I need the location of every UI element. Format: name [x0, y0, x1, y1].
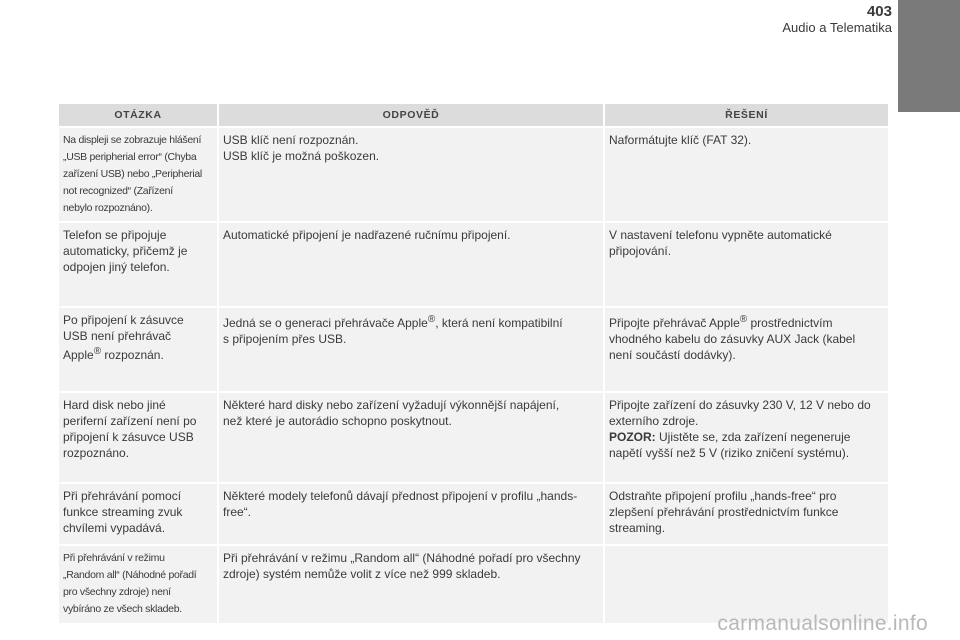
page-number: 403: [866, 3, 892, 20]
solution-line: připojování.: [609, 244, 672, 258]
answer-text-cont: , která není kompatibilní: [435, 316, 563, 330]
solution-text: Připojte přehrávač Apple: [609, 316, 740, 330]
answer-cell: [219, 482, 603, 544]
warning-label: POZOR:: [609, 430, 656, 444]
column-header-answer: ODPOVĚĎ: [219, 104, 603, 126]
table-header-row: [59, 104, 888, 126]
answer-line: free“.: [223, 505, 252, 519]
answer-cell: [219, 544, 603, 623]
table-row: [59, 482, 888, 544]
answer-cell: [219, 391, 603, 482]
registered-mark: ®: [739, 314, 748, 325]
question-line: USB není přehrávač: [63, 329, 172, 343]
question-line: chvílemi vypadává.: [63, 521, 166, 535]
question-text-end: rozpoznán.: [104, 348, 164, 362]
section-title: Audio a Telematika: [782, 20, 892, 35]
question-line: Telefon se připojuje: [63, 228, 167, 242]
solution-cell: [605, 391, 888, 482]
question-line: [63, 344, 213, 363]
solution-line: Naformátujte klíč (FAT 32).: [609, 133, 752, 147]
question-line: funkce streaming zvuk: [63, 505, 183, 519]
solution-line: V nastavení telefonu vypněte automatické: [609, 228, 832, 242]
solution-line: napětí vyšší než 5 V (riziko zničení systému).: [609, 446, 850, 460]
answer-line: zdroje) systém nemůže volit z více než 999 skladeb.: [223, 567, 501, 581]
solution-cell: [605, 482, 888, 544]
solution-line: zlepšení přehrávání prostřednictvím funkce: [609, 505, 839, 519]
warning-text: Ujistěte se, zda zařízení negeneruje: [655, 430, 851, 444]
answer-cell: [219, 306, 603, 391]
answer-line: [223, 312, 599, 331]
question-line: not recognized“ (Zařízení: [63, 185, 173, 197]
solution-line: není součástí dodávky).: [609, 348, 736, 362]
column-header-question: OTÁZKA: [59, 104, 217, 126]
solution-cell: [605, 306, 888, 391]
answer-line: s připojením přes USB.: [223, 332, 347, 346]
solution-text-cont: prostřednictvím: [750, 316, 833, 330]
solution-cell: [605, 221, 888, 306]
question-line: Po připojení k zásuvce: [63, 313, 184, 327]
question-line: Na displeji se zobrazuje hlášení: [63, 134, 202, 146]
question-line: Při přehrávání v režimu: [63, 552, 165, 564]
solution-line: vhodného kabelu do zásuvky AUX Jack (kabel: [609, 332, 856, 346]
solution-line: Odstraňte připojení profilu „hands-free“ pro: [609, 489, 837, 503]
watermark: carmanualsonline.info: [717, 612, 928, 635]
solution-line: Připojte zařízení do zásuvky 230 V, 12 V nebo do: [609, 398, 871, 412]
question-line: odpojen jiný telefon.: [63, 260, 170, 274]
table-row: [59, 391, 888, 482]
registered-mark: ®: [427, 314, 436, 325]
question-line: „Random all“ (Náhodné pořadí: [63, 569, 197, 581]
answer-line: Při přehrávání v režimu „Random all“ (Náhodné pořadí pro všechny: [223, 551, 581, 565]
answer-cell: [219, 126, 603, 221]
answer-line: USB klíč není rozpoznán.: [223, 133, 359, 147]
table-row: [59, 306, 888, 391]
question-line: „USB peripherial error“ (Chyba: [63, 151, 197, 163]
answer-cell: [219, 221, 603, 306]
question-cell: [59, 482, 217, 544]
chapter-tab: [898, 0, 960, 112]
answer-line: Některé modely telefonů dávají přednost připojení v profilu „hands-: [223, 489, 578, 503]
question-cell: [59, 544, 217, 623]
registered-mark: ®: [93, 346, 102, 357]
column-header-solution: ŘEŠENÍ: [605, 104, 888, 126]
question-line: zařízení USB) nebo „Peripherial: [63, 168, 202, 180]
answer-line: USB klíč je možná poškozen.: [223, 149, 380, 163]
question-line: vybíráno ze všech skladeb.: [63, 603, 182, 615]
question-line: Při přehrávání pomocí: [63, 489, 182, 503]
question-line: nebylo rozpoznáno).: [63, 202, 153, 214]
question-line: Hard disk nebo jiné: [63, 398, 166, 412]
question-cell: [59, 391, 217, 482]
answer-text: Jedná se o generaci přehrávače Apple: [223, 316, 428, 330]
question-cell: [59, 126, 217, 221]
table-row: [59, 126, 888, 221]
solution-line: streaming.: [609, 521, 666, 535]
question-line: periferní zařízení není po: [63, 414, 197, 428]
answer-line: Automatické připojení je nadřazené ručnímu připojení.: [223, 228, 511, 242]
faq-table: [57, 104, 890, 623]
question-line: pro všechny zdroje) není: [63, 586, 171, 598]
solution-line: [609, 312, 884, 331]
question-line: připojení k zásuvce USB: [63, 430, 194, 444]
question-cell: [59, 306, 217, 391]
question-line: rozpoznáno.: [63, 446, 130, 460]
answer-line: než které je autorádio schopno poskytnout.: [223, 414, 452, 428]
solution-line: externího zdroje.: [609, 414, 699, 428]
question-cell: [59, 221, 217, 306]
answer-line: Některé hard disky nebo zařízení vyžadují výkonnější napájení,: [223, 398, 560, 412]
solution-line: [609, 429, 884, 445]
apple-text: Apple: [63, 348, 94, 362]
table-row: [59, 221, 888, 306]
question-line: automaticky, přičemž je: [63, 244, 188, 258]
solution-cell: [605, 126, 888, 221]
